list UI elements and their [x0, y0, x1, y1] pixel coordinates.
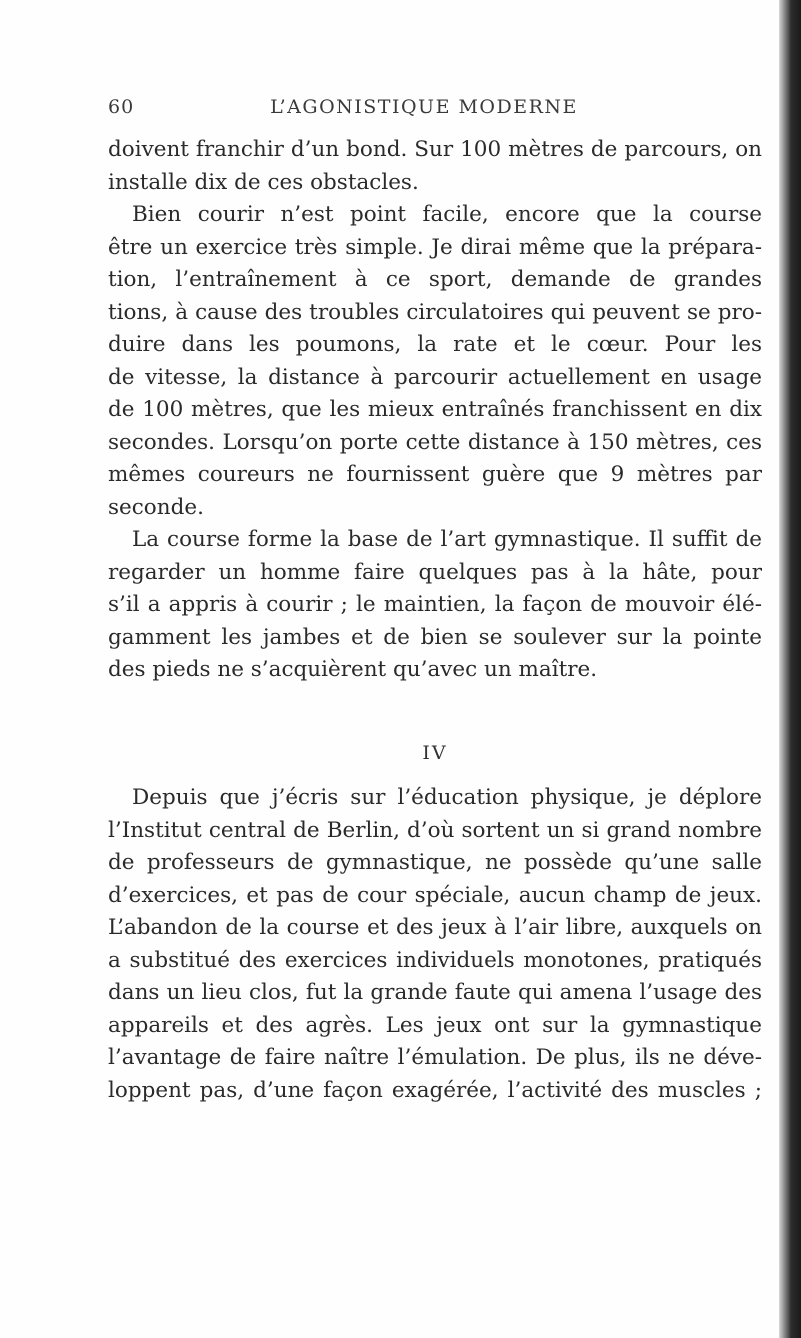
page-header — [108, 96, 740, 124]
text-line: s’il a appris à courir ; le maintien, la façon de mouvoir élé- — [108, 592, 762, 617]
page-number: 60 — [108, 96, 135, 118]
text-line: doivent franchir d’un bond. Sur 100 mètres de parcours, on — [108, 137, 762, 162]
section-heading: IV — [422, 742, 448, 764]
text-line: être un exercice très simple. Je dirai même que la prépara- — [108, 234, 762, 260]
text-line: regarder un homme faire quelques pas à la hâte, pour — [108, 559, 762, 585]
text-line: duire dans les poumons, la rate et le cœur. Pour les — [108, 332, 762, 357]
text-line: a substitué des exercices individuels monotones, pratiqués — [108, 947, 762, 973]
text-line: L’abandon de la course et des jeux à l’air libre, auxquels on — [108, 915, 762, 940]
text-line: appareils et des agrès. Les jeux ont sur la gymnastique — [108, 1012, 762, 1038]
text-line: de professeurs de gymnastique, ne possède qu’une salle — [108, 850, 762, 875]
text-line: loppent pas, d’une façon exagérée, l’activité des muscles ; — [108, 1077, 762, 1103]
text-line: dans un lieu clos, fut la grande faute qui amena l’usage des — [108, 980, 762, 1005]
body-text-section-1 — [108, 134, 762, 687]
text-line: installe dix de ces obstacles. — [108, 169, 419, 195]
text-line: Depuis que j’écris sur l’éducation physique, je déplore — [132, 785, 762, 810]
text-line: l’avantage de faire naître l’émulation. De plus, ils ne déve- — [108, 1045, 762, 1070]
text-line: mêmes coureurs ne fournissent guère que 9 mètres par — [108, 462, 762, 487]
text-line: l’Institut central de Berlin, d’où sortent un si grand nombre — [108, 817, 762, 843]
text-line: La course forme la base de l’art gymnastique. Il suffit de — [132, 527, 762, 552]
text-line: tion, l’entraînement à ce sport, demande de grandes — [108, 267, 762, 292]
text-line: secondes. Lorsqu’on porte cette distance à 150 mètres, ces — [108, 429, 762, 455]
text-line: Bien courir n’est point facile, encore que la course — [132, 202, 762, 227]
scan-binding-edge — [779, 0, 801, 1338]
text-line: seconde. — [108, 494, 204, 520]
text-line: de 100 mètres, que les mieux entraînés franchissent en dix — [108, 397, 762, 422]
text-line: de vitesse, la distance à parcourir actuellement en usage — [108, 364, 762, 390]
body-text-section-2 — [108, 782, 762, 1107]
text-line: d’exercices, et pas de cour spéciale, aucun champ de jeux. — [108, 882, 762, 908]
text-line: tions, à cause des troubles circulatoires qui peuvent se pro- — [108, 299, 762, 325]
running-head: L’AGONISTIQUE MODERNE — [270, 96, 578, 118]
text-line: gamment les jambes et de bien se soulever sur la pointe — [108, 624, 762, 650]
text-line: des pieds ne s’acquièrent qu’avec un maître. — [108, 657, 598, 682]
